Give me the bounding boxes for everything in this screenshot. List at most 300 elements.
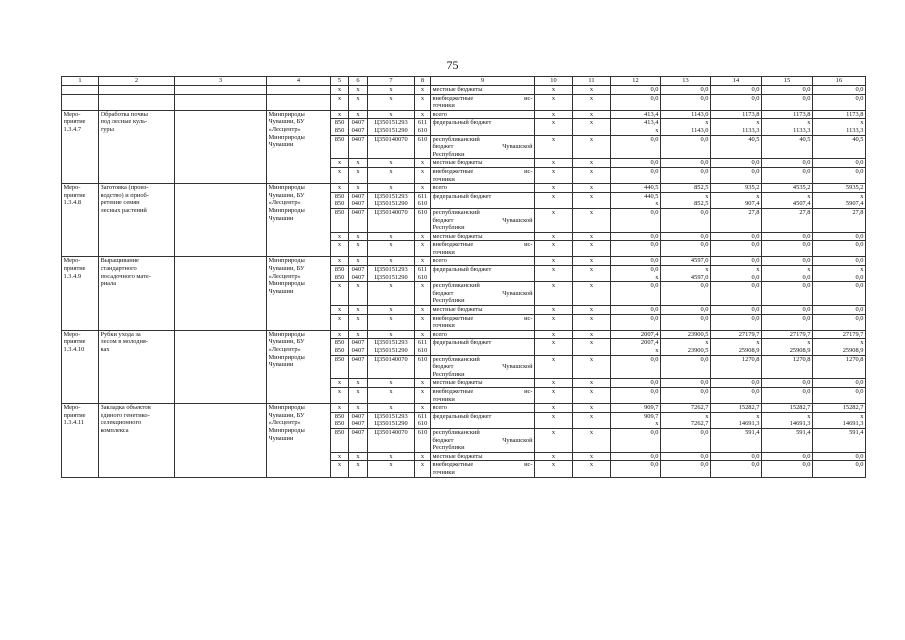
grbs-code-line: x [337, 232, 342, 240]
source-cell [431, 452, 535, 461]
value-cell-line: x [705, 192, 709, 200]
value-cell [661, 379, 711, 388]
code-cell: x [331, 86, 349, 95]
value-cell-line: 1270,8 [792, 355, 811, 363]
executor-cell-line: «Лесцентр» [268, 419, 301, 427]
source-cell-line [433, 363, 533, 371]
mark-cell: x [535, 208, 573, 232]
value-cell-line: 25908,9 [789, 347, 811, 354]
value-cell-line: 27179,7 [789, 330, 811, 338]
target-code [368, 232, 415, 241]
mark-cell: x [573, 110, 611, 119]
source-cell-line: точники [432, 175, 455, 183]
section-code [349, 135, 368, 159]
value-cell [762, 452, 813, 461]
measure-number [62, 257, 99, 330]
value-cell-line: 0,0 [650, 428, 659, 436]
value-cell-line: 1173,8 [742, 110, 760, 118]
target-code-line: x [389, 232, 393, 240]
measure-name-line: ках [100, 346, 110, 353]
value-cell-line: 40,5 [799, 135, 811, 143]
value-cell [813, 241, 866, 257]
expense-code [415, 387, 431, 403]
value-cell-line: 413,4 [644, 110, 659, 118]
executor-cell [267, 110, 331, 183]
value-cell [762, 257, 813, 266]
value-cell [611, 257, 661, 266]
value-cell [611, 241, 661, 257]
executor-cell-line: «Лесцентр» [268, 125, 301, 133]
source-cell [431, 257, 535, 266]
value-cell-line: 0,0 [802, 282, 811, 290]
value-cell [611, 461, 661, 477]
mark-cell: x [573, 266, 611, 282]
expense-code [415, 167, 431, 183]
header-cell: 3 [175, 77, 267, 86]
executor-cell-line: Минприроды [268, 404, 305, 412]
value-cell [661, 232, 711, 241]
header-cell: 4 [267, 77, 331, 86]
target-code [368, 428, 415, 452]
header-cell: 10 [535, 77, 573, 86]
measure-name [99, 257, 175, 330]
source-cell [431, 192, 535, 208]
target-code-line: Ц350151293 [374, 412, 408, 420]
mark-cell: x [573, 167, 611, 183]
section-code-line: x [356, 404, 360, 412]
mark-cell: x [535, 428, 573, 452]
value-cell: 0,0 [661, 94, 711, 110]
target-code-line: Ц350151290 [374, 420, 408, 428]
value-cell [611, 135, 661, 159]
value-cell [762, 387, 813, 403]
value-cell [813, 428, 866, 452]
value-cell-line: 0,0 [855, 387, 864, 395]
header-cell: 7 [368, 77, 415, 86]
expense-code [415, 232, 431, 241]
grbs-code [331, 379, 349, 388]
mark-cell: x [573, 306, 611, 315]
expense-code-line: x [420, 282, 425, 290]
value-cell [762, 184, 813, 193]
value-cell-line: 0,0 [700, 387, 709, 395]
value-cell [661, 339, 711, 355]
word: бюджет [432, 363, 454, 371]
value-cell-line: 1143,0 [691, 126, 709, 134]
expense-code-line: 610 [417, 208, 428, 216]
executor-cell [267, 257, 331, 330]
executor-cell-line: Чувашии [268, 434, 294, 442]
grbs-code-line: 850 [334, 126, 345, 134]
value-cell [813, 330, 866, 339]
expense-code [415, 452, 431, 461]
expense-code [415, 184, 431, 193]
value-cell-line: 4597,0 [690, 257, 709, 265]
value-cell-line: x [860, 266, 864, 274]
executor-cell [267, 404, 331, 477]
grbs-code [331, 428, 349, 452]
expense-code-line: x [420, 232, 425, 240]
value-cell [661, 314, 711, 330]
target-code [368, 135, 415, 159]
value-cell-line: 1173,8 [846, 110, 864, 118]
value-cell-line: 0,0 [700, 314, 709, 322]
mark-cell: x [573, 241, 611, 257]
measure-name-line: стандартного [100, 265, 137, 273]
value-cell [661, 110, 711, 119]
measure-name [99, 404, 175, 477]
value-cell-line: 0,0 [650, 314, 659, 322]
value-cell-line: 0,0 [650, 232, 659, 240]
budget-table [61, 76, 866, 478]
value-cell [813, 412, 866, 428]
value-cell [762, 404, 813, 413]
value-cell: 0,0 [611, 94, 661, 110]
source-cell-line [433, 461, 533, 469]
source-cell [431, 379, 535, 388]
expense-code [415, 282, 431, 306]
measure-name-line: ретение семян [100, 199, 140, 207]
mark-cell: x [573, 379, 611, 388]
grbs-code-line: x [337, 282, 342, 290]
target-code-line: Ц350151290 [374, 200, 408, 208]
source-cell-line: федеральный бюджет [432, 192, 492, 200]
expense-code-line: 610 [417, 273, 428, 281]
executor-cell-line: Чувашии, БУ [268, 338, 305, 346]
value-cell [661, 404, 711, 413]
value-cell-line: 0,0 [751, 159, 760, 167]
value-cell-line: x [705, 119, 709, 127]
executor-cell-line: Минприроды [268, 353, 305, 361]
source-cell-line: Республики [432, 370, 465, 378]
source-cell [431, 339, 535, 355]
source-cell-line: местные бюджеты [432, 379, 483, 387]
value-cell-line: 0,0 [650, 387, 659, 395]
value-cell [661, 241, 711, 257]
value-cell [611, 314, 661, 330]
target-code-line: x [389, 330, 393, 338]
source-cell [431, 208, 535, 232]
section-code-line: 0407 [351, 135, 365, 143]
value-cell-line: 0,0 [700, 461, 709, 469]
value-cell-line: 2007,4 [640, 339, 659, 347]
value-cell-line: 27,8 [852, 208, 864, 216]
section-code-line: 0407 [351, 126, 365, 134]
target-code-line: Ц350140070 [374, 208, 408, 216]
word: внебюджетные [432, 314, 474, 322]
section-code [349, 330, 368, 339]
value-cell-line: 0,0 [855, 306, 864, 314]
section-code-line: 0407 [351, 420, 365, 428]
value-cell [813, 184, 866, 193]
value-cell [661, 208, 711, 232]
mark-cell: x [535, 339, 573, 355]
grbs-code [331, 232, 349, 241]
value-cell-line: 1133,3 [846, 126, 864, 134]
section-code [349, 159, 368, 168]
value-cell [711, 241, 762, 257]
word: бюджет [432, 289, 454, 297]
grbs-code-line: x [337, 110, 342, 118]
value-cell-line: 15282,7 [842, 404, 864, 412]
source-cell-line: республиканский [432, 135, 480, 143]
value-cell-line: x [756, 119, 760, 127]
measure-name-line: комплекса [100, 426, 129, 434]
value-cell [661, 119, 711, 135]
value-cell [762, 339, 813, 355]
value-cell [711, 428, 762, 452]
expense-code-line: 610 [417, 135, 428, 143]
executor-cell-line: Минприроды [268, 184, 305, 192]
section-code-line: 0407 [351, 208, 365, 216]
mark-cell: x [535, 110, 573, 119]
code-cell: x [349, 94, 368, 110]
value-cell [711, 306, 762, 315]
word: ис- [524, 167, 533, 175]
value-cell-line: 4535,2 [792, 184, 811, 192]
value-cell [762, 412, 813, 428]
expense-code [415, 192, 431, 208]
grbs-code [331, 330, 349, 339]
value-cell [711, 412, 762, 428]
value-cell-line: 27179,7 [738, 330, 760, 338]
value-cell-line: 852,5 [694, 200, 709, 208]
empty-cell [175, 404, 267, 477]
value-cell-line: 14691,3 [789, 420, 811, 428]
section-code-line: x [356, 241, 360, 249]
value-cell [711, 184, 762, 193]
source-cell-line: всего [432, 257, 447, 265]
value-cell [661, 387, 711, 403]
empty-cell [175, 257, 267, 330]
expense-code-line: x [420, 257, 425, 265]
mark-cell: x [573, 184, 611, 193]
value-cell-line: x [655, 126, 659, 134]
grbs-code [331, 404, 349, 413]
target-code [368, 266, 415, 282]
target-code-line: x [389, 306, 393, 314]
value-cell [611, 306, 661, 315]
value-cell [711, 461, 762, 477]
target-code-line: x [389, 314, 393, 322]
value-cell [661, 192, 711, 208]
measure-number-line: Меро- [63, 330, 81, 338]
executor-cell-line: Минприроды [268, 330, 305, 338]
measure-number-line: приятие [63, 265, 86, 273]
target-code [368, 452, 415, 461]
section-code [349, 241, 368, 257]
value-cell [711, 339, 762, 355]
target-code [368, 306, 415, 315]
target-code-line: x [389, 282, 393, 290]
value-cell: 0,0 [711, 86, 762, 95]
grbs-code [331, 266, 349, 282]
value-cell [661, 135, 711, 159]
measure-name-line: Рубки ухода за [100, 330, 141, 338]
expense-code-line: x [420, 241, 425, 249]
value-cell-line: x [756, 412, 760, 420]
expense-code [415, 404, 431, 413]
table-row [62, 94, 866, 110]
grbs-code-line: 850 [334, 200, 345, 208]
grbs-code-line: 850 [334, 339, 345, 347]
target-code-line: Ц350151293 [374, 266, 408, 274]
value-cell-line: 40,5 [852, 135, 864, 143]
word: ис- [524, 94, 533, 102]
value-cell-line: 0,0 [855, 257, 864, 265]
source-cell-line: федеральный бюджет [432, 266, 492, 274]
value-cell-line: 0,0 [855, 167, 864, 175]
value-cell [611, 184, 661, 193]
value-cell [813, 232, 866, 241]
value-cell [611, 330, 661, 339]
grbs-code-line: x [337, 257, 342, 265]
mark-cell: x [535, 355, 573, 379]
grbs-code [331, 208, 349, 232]
measure-number-line: Меро- [63, 184, 81, 192]
section-code-line: x [356, 330, 360, 338]
word: бюджет [432, 216, 454, 224]
value-cell [711, 135, 762, 159]
source-cell-line: Республики [432, 150, 465, 158]
expense-code [415, 314, 431, 330]
value-cell [611, 110, 661, 119]
target-code [368, 110, 415, 119]
source-cell-line: местные бюджеты [432, 452, 483, 460]
value-cell [813, 306, 866, 315]
section-code-line: x [356, 232, 360, 240]
value-cell [611, 339, 661, 355]
value-cell-line: 1173,8 [793, 110, 811, 118]
grbs-code [331, 119, 349, 135]
header-cell: 13 [661, 77, 711, 86]
section-code-line: 0407 [351, 266, 365, 274]
value-cell-line: 0,0 [855, 314, 864, 322]
value-cell-line: x [860, 412, 864, 420]
value-cell [611, 387, 661, 403]
header-cell: 15 [762, 77, 813, 86]
value-cell-line: 0,0 [855, 379, 864, 387]
value-cell-line: 15282,7 [789, 404, 811, 412]
source-cell-line: федеральный бюджет [432, 119, 492, 127]
value-cell-line: 0,0 [751, 273, 760, 281]
value-cell-line: 0,0 [802, 273, 811, 281]
value-cell [711, 282, 762, 306]
value-cell [661, 412, 711, 428]
mark-cell: x [535, 387, 573, 403]
value-cell [762, 167, 813, 183]
value-cell-line: 0,0 [700, 159, 709, 167]
header-cell: 2 [99, 77, 175, 86]
value-cell-line: x [705, 412, 709, 420]
empty-cell [267, 86, 331, 95]
measure-name-line: лесом в молодня- [100, 338, 148, 346]
value-cell-line: 0,0 [751, 241, 760, 249]
value-cell-line: 27,8 [748, 208, 760, 216]
value-cell-line: x [860, 339, 864, 347]
source-cell-line [433, 315, 533, 323]
source-cell-line: республиканский [432, 208, 480, 216]
source-cell [431, 266, 535, 282]
mark-cell: x [573, 452, 611, 461]
value-cell-line: 1270,8 [741, 355, 760, 363]
value-cell-line: 25908,9 [738, 347, 760, 354]
table-row [62, 184, 866, 193]
mark-cell: x [573, 257, 611, 266]
word: внебюджетные [432, 387, 474, 395]
section-code [349, 404, 368, 413]
measure-number [62, 110, 99, 183]
section-code [349, 412, 368, 428]
word: бюджет [432, 436, 454, 444]
grbs-code [331, 314, 349, 330]
measure-name-line: под лесные куль- [100, 118, 148, 126]
source-cell-line [433, 437, 533, 445]
value-cell: 0,0 [813, 94, 866, 110]
value-cell-line: 4507,4 [792, 200, 811, 208]
mark-cell: x [573, 94, 611, 110]
section-code [349, 428, 368, 452]
executor-cell-line: Чувашии [268, 214, 294, 222]
value-cell [813, 355, 866, 379]
expense-code [415, 379, 431, 388]
source-cell-line [433, 217, 533, 225]
value-cell [813, 282, 866, 306]
target-code [368, 208, 415, 232]
measure-number-line: 1.3.4.9 [63, 272, 82, 280]
value-cell-line: 14691,3 [842, 420, 864, 428]
value-cell [661, 355, 711, 379]
mark-cell: x [535, 412, 573, 428]
mark-cell: x [535, 330, 573, 339]
source-cell-line: Республики [432, 224, 465, 232]
value-cell [711, 110, 762, 119]
expense-code [415, 428, 431, 452]
value-cell [611, 428, 661, 452]
value-cell-line: 0,0 [802, 452, 811, 460]
value-cell [813, 135, 866, 159]
value-cell-line: x [655, 200, 659, 208]
value-cell [762, 330, 813, 339]
value-cell-line: 0,0 [650, 159, 659, 167]
measure-number-line: Меро- [63, 110, 81, 118]
measure-number [62, 330, 99, 403]
source-cell [431, 110, 535, 119]
value-cell-line: 5907,4 [845, 200, 864, 208]
target-code-line: x [389, 184, 393, 192]
section-code-line: 0407 [351, 273, 365, 281]
source-cell-line: местные бюджеты [432, 232, 483, 240]
empty-cell [175, 86, 267, 95]
target-code-line: Ц350140070 [374, 355, 408, 363]
section-code [349, 282, 368, 306]
value-cell-line: 5935,2 [845, 184, 864, 192]
expense-code-line: x [420, 461, 425, 469]
value-cell-line: 0,0 [650, 452, 659, 460]
expense-code [415, 461, 431, 477]
target-code [368, 461, 415, 477]
value-cell [611, 452, 661, 461]
executor-cell [267, 184, 331, 257]
section-code-line: 0407 [351, 192, 365, 200]
code-cell: x [415, 94, 431, 110]
value-cell [762, 110, 813, 119]
source-cell [431, 86, 535, 95]
executor-cell-line: «Лесцентр» [268, 346, 301, 353]
value-cell-line: 0,0 [650, 306, 659, 314]
target-code-line: Ц350151290 [374, 273, 408, 281]
executor-cell-line: Чувашии [268, 141, 294, 149]
